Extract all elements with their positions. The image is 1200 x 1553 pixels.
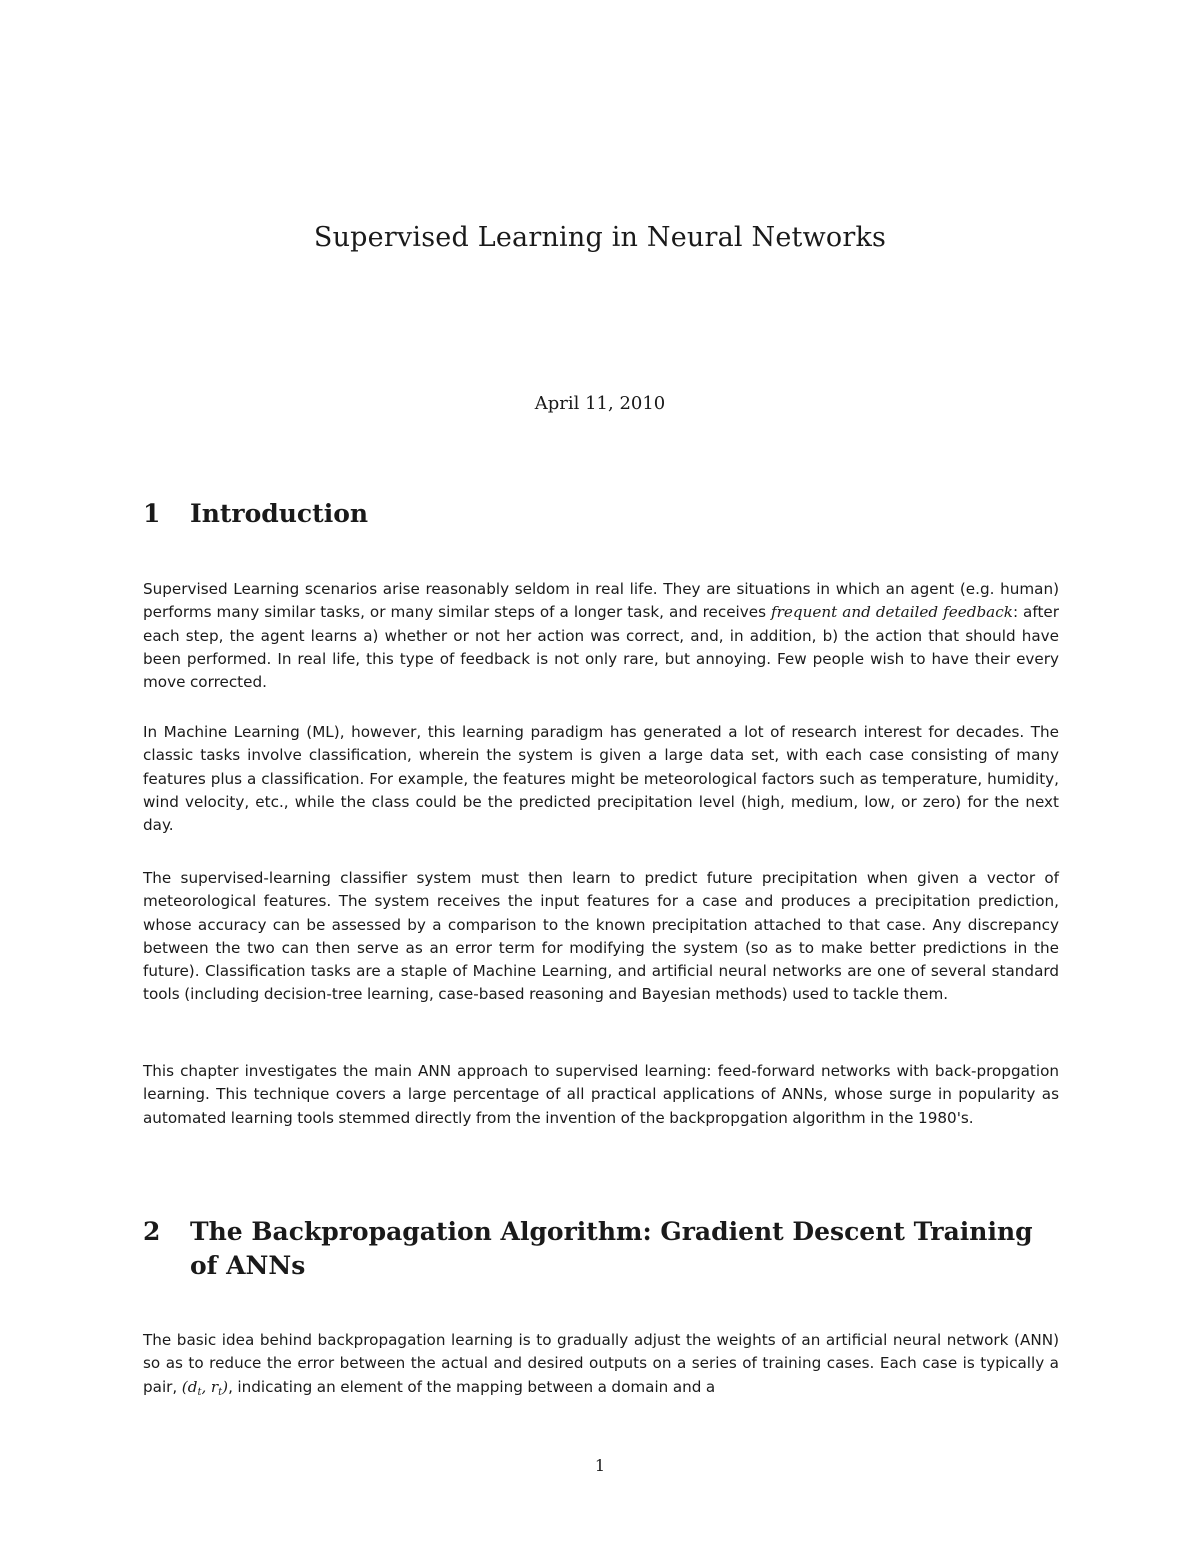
- math-var-d: d: [187, 1377, 198, 1396]
- section-number: 1: [143, 499, 161, 528]
- paragraph-backprop-1: [143, 1329, 1059, 1399]
- math-comma: ,: [201, 1377, 211, 1396]
- document-date: April 11, 2010: [534, 393, 666, 414]
- paragraph-intro-4: This chapter investigates the main ANN approach to supervised learning: feed-forward networks with back-propgation learning. This technique covers a large percentage of all practical applications of ANNs, whose surge in popularity as automated learning tools stemmed directly from the invention of the backpropgation algorithm in the 1980's.: [143, 1062, 1059, 1127]
- section-title: The Backpropagation Algorithm: Gradient Descent Training of ANNs: [190, 1217, 1033, 1280]
- paragraph-intro-3: The supervised-learning classifier system must then learn to predict future precipitation when given a vector of meteorological features. The system receives the input features for a case and produces a precipitation prediction, whose accuracy can be assessed by a comparison to the known precipitation attached to that case. Any discrepancy between the two can then serve as an error term for modifying the system (so as to make better predictions in the future). Classification tasks are a staple of Machine Learning, and artificial neural networks are one of several standard tools (including decision-tree learning, case-based reasoning and Bayesian methods) used to tackle them.: [143, 869, 1059, 1004]
- math-expression: [182, 1378, 228, 1396]
- paragraph-intro-1: [143, 578, 1059, 694]
- section-title: Introduction: [190, 499, 369, 528]
- section-number: 2: [143, 1217, 161, 1246]
- document-title: Supervised Learning in Neural Networks: [313, 222, 887, 253]
- math-paren-close: ): [222, 1377, 229, 1396]
- paragraph-text: , indicating an element of the mapping between a domain and a: [228, 1377, 716, 1396]
- math-subscript: t: [218, 1386, 223, 1398]
- page-number: 1: [594, 1456, 606, 1475]
- emphasized-text: frequent and detailed feedback: [771, 603, 1013, 622]
- math-var-r: r: [210, 1377, 219, 1396]
- math-paren-open: (: [181, 1377, 188, 1396]
- paragraph-intro-2: In Machine Learning (ML), however, this learning paradigm has generated a lot of research interest for decades. The classic tasks involve classification, wherein the system is given a large data set, with each case consisting of many features plus a classification. For example, the features might be meteorological factors such as temperature, humidity, wind velocity, etc., while the class could be the predicted precipitation level (high, medium, low, or zero) for the next day.: [143, 723, 1059, 835]
- paragraph-text: The basic idea behind backpropagation learning is to gradually adjust the weights of an artificial neural network (ANN) so as to reduce the error between the actual and desired outputs on a series of training cases. Each case is typically a pair,: [143, 1331, 1059, 1396]
- section-heading-introduction: [143, 497, 1063, 531]
- math-subscript: t: [197, 1386, 202, 1398]
- paragraph-text: Supervised Learning scenarios arise reasonably seldom in real life. They are situations in which an agent (e.g. human) performs many similar tasks, or many similar steps of a longer task, and receives: [143, 580, 1059, 622]
- section-heading-backpropagation: [143, 1215, 1063, 1283]
- paragraph-text: : after each step, the agent learns a) whether or not her action was correct, and, in addition, b) the action that should have been performed. In real life, this type of feedback is not only rare, but annoying. Few people wish to have their every move corrected.: [143, 603, 1059, 692]
